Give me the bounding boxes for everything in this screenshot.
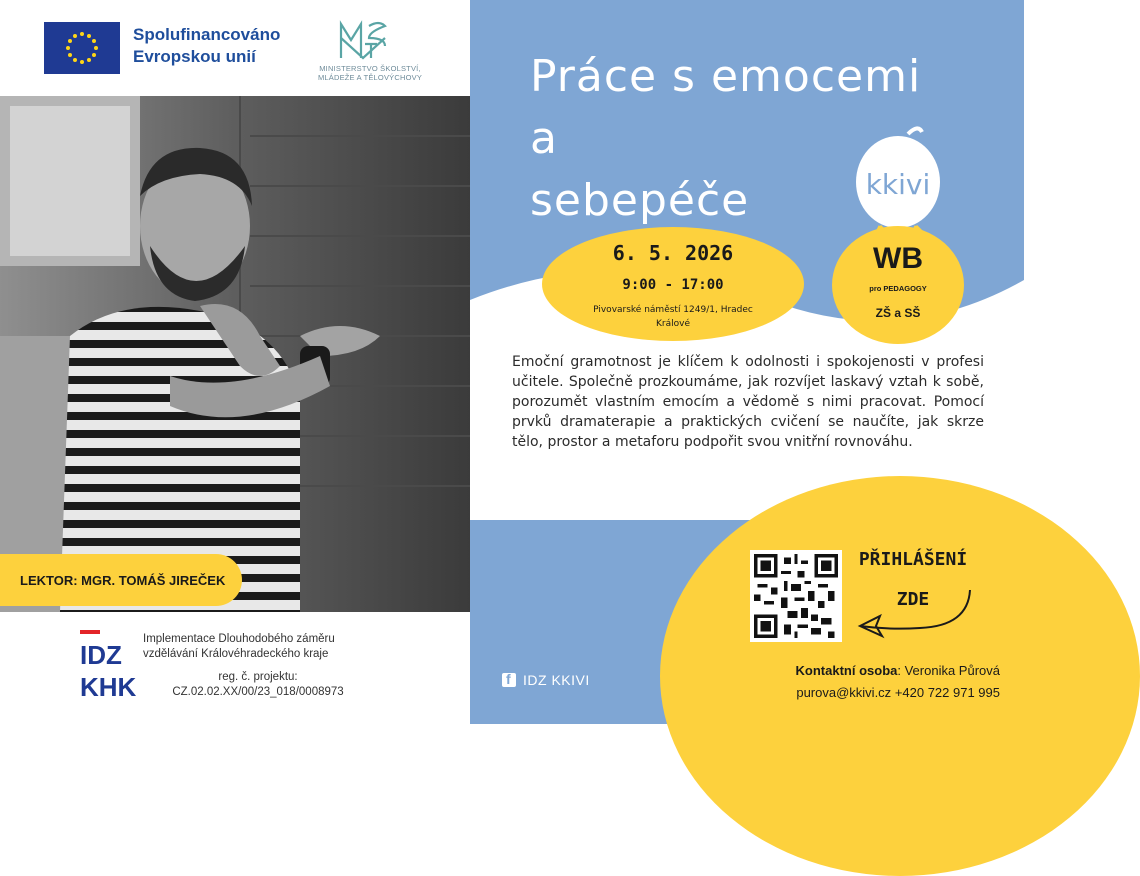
lecturer-badge xyxy=(0,554,242,606)
title-line-1: Práce s emocemi a xyxy=(530,51,922,164)
contact-label: Kontaktní osoba xyxy=(795,663,898,678)
implementation-text xyxy=(143,632,335,662)
registration-line-1: PŘIHLÁŠENÍ xyxy=(858,549,968,570)
event-description: Emoční gramotnost je klíčem k odolnosti i spokojenosti v profesi učitele. Společně prozkoumáme, jak rozvíjet laskavý vztah k sobě, porozumět vlastním emocím a vědomě s nimi pracovat. Pomocí prvků dramaterapie a praktických cvičení se naučíte, jak skrze tělo, prostor a metaforu podpořit svou vnitřní rovnováhu. xyxy=(512,354,984,450)
eu-cofinanced-text xyxy=(133,24,280,68)
date-oval xyxy=(542,227,804,341)
impl-line-2: vzdělávání Královéhradeckého kraje xyxy=(143,648,329,660)
msmt-line-2: MLÁDEŽE A TĚLOVÝCHOVY xyxy=(317,73,423,82)
eu-line-1: Spolufinancováno xyxy=(133,25,281,44)
contact-block xyxy=(760,660,1000,704)
idz-line-1: IDZ xyxy=(80,640,122,670)
lecturer-name: LEKTOR: MGR. TOMÁŠ JIREČEK xyxy=(20,572,226,588)
audience-label: pro PEDAGOGY xyxy=(869,284,927,293)
reg-line-2: CZ.02.02.XX/00/23_018/0008973 xyxy=(172,686,344,698)
registration-line-2: ZDE xyxy=(896,589,930,610)
msmt-text xyxy=(305,64,435,82)
format-badge xyxy=(832,226,964,344)
contact-line-2 xyxy=(760,682,1000,704)
registration-number xyxy=(158,670,358,700)
impl-line-1: Implementace Dlouhodobého záměru xyxy=(143,633,335,645)
format-label: WB xyxy=(873,242,923,275)
event-date: 6. 5. 2026 xyxy=(612,241,734,265)
msmt-line-1: MINISTERSTVO ŠKOLSTVÍ, xyxy=(319,64,421,73)
qr-code[interactable] xyxy=(750,550,842,642)
eu-flag-icon xyxy=(44,22,120,74)
idz-line-2: KHK xyxy=(80,672,137,702)
facebook-icon xyxy=(502,673,516,687)
lecturer-photo xyxy=(0,96,470,612)
left-panel xyxy=(0,0,470,724)
kkivi-text: kkivi xyxy=(865,168,931,201)
msmt-mark-icon xyxy=(335,18,395,62)
eu-line-2: Evropskou unií xyxy=(133,47,256,66)
contact-line-1 xyxy=(760,660,1000,682)
msmt-logo xyxy=(305,18,435,88)
title-line-2: sebepéče xyxy=(530,175,750,226)
contact-email[interactable]: purova@kkivi.cz xyxy=(796,685,892,700)
contact-phone[interactable]: +420 722 971 995 xyxy=(894,685,1000,700)
event-time: 9:00 - 17:00 xyxy=(622,277,724,293)
right-panel xyxy=(470,0,1024,724)
contact-name: : Veronika Půrová xyxy=(897,663,1000,678)
idz-khk-logo xyxy=(80,630,137,704)
arrow-icon xyxy=(850,586,980,646)
schools-label: ZŠ a SŠ xyxy=(875,306,921,320)
kkivi-bird-logo xyxy=(838,122,958,242)
event-place: Pivovarské náměstí 1249/1, Hradec Králové xyxy=(593,305,753,329)
facebook-link[interactable] xyxy=(502,672,590,688)
reg-line-1: reg. č. projektu: xyxy=(218,671,298,683)
facebook-text: IDZ KKIVI xyxy=(523,672,590,688)
